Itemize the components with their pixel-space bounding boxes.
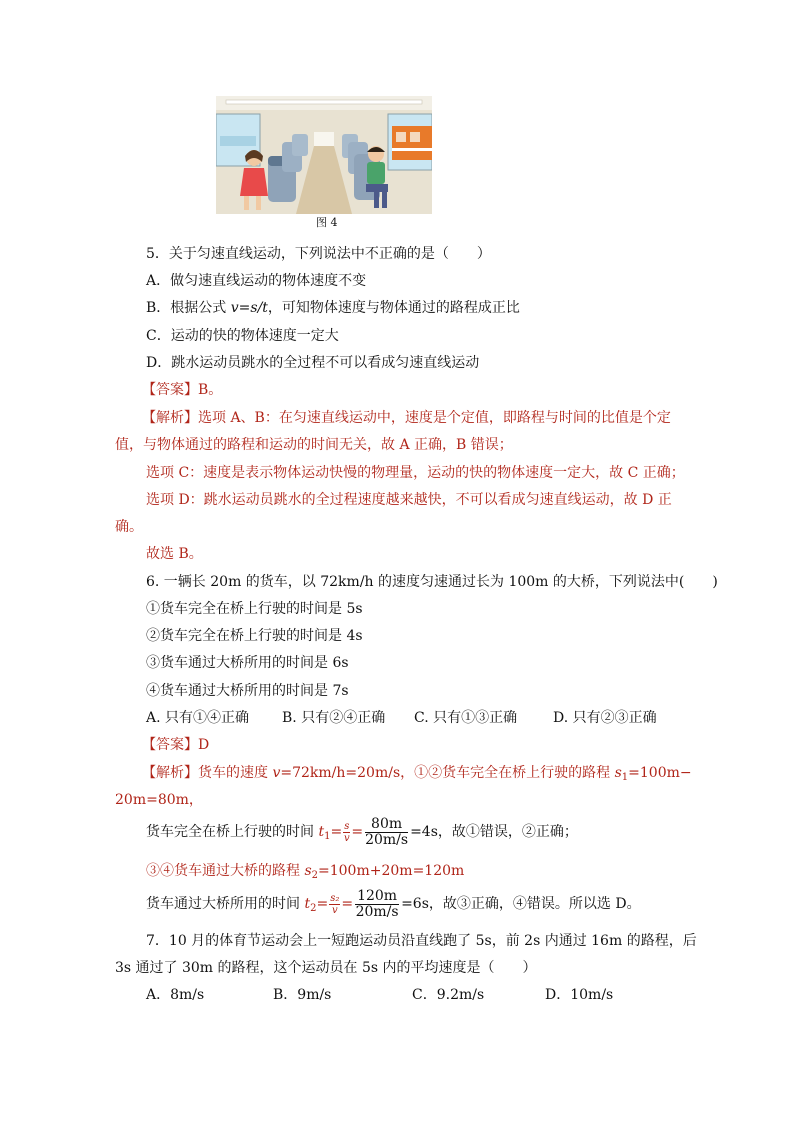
q5-stem: 5．关于匀速直线运动，下列说法中不正确的是（ ） [146,246,491,262]
q5-analysis-5: 确。 [115,519,143,535]
q6-equals: = [351,824,364,840]
q5-answer [142,380,222,400]
q6-equals: = [341,896,354,912]
fraction-numerator: 120m [357,887,398,904]
q6-var-subscript: 2 [311,870,319,881]
q6-analysis-text: =6s，故③正确，④错误。所以选 D。 [401,896,641,912]
q6-analysis-text: =100m+20m=120m [318,863,465,879]
q5-option-d: D．跳水运动员跳水的全过程不可以看成匀速直线运动 [146,355,480,371]
q6-fraction-s2-over-v [329,893,340,916]
q5-analysis-2: 值，与物体通过的路程和运动的时间无关，故 A 正确，B 错误； [115,437,513,453]
fraction-numerator: 80m [365,817,408,833]
fraction-denominator: 20m/s [355,903,399,920]
q6-var-v: v [272,765,281,781]
q5-option-b-post: ，可知物体速度与物体通过的路程成正比 [267,300,520,316]
q6-var-t: t [318,824,325,840]
q6-var-s: s [614,765,622,781]
q5-answer-tag: 【答案】 [142,382,198,398]
q7-stem-1: 7．10 月的体育节运动会上一短跑运动员沿直线跑了 5s，前 2s 内通过 16m 的路程，后 [146,933,697,949]
q5-option-a: A．做匀速直线运动的物体速度不变 [146,273,367,289]
q6-analysis-5 [146,886,641,922]
q6-answer [142,735,209,755]
q5-analysis-1 [142,408,671,428]
q6-analysis-text: =100m− [628,765,692,781]
q6-analysis-text: 货车通过大桥所用的时间 [146,896,305,912]
q6-answer-value: D [198,737,210,753]
fraction-numerator: s [344,820,350,832]
q7-stem-2: 3s 通过了 30m 的路程，这个运动员在 5s 内的平均速度是（ ） [115,960,537,976]
fraction-numerator: s₂ [330,892,340,904]
q6-fraction-s-over-v [343,821,350,844]
q5-option-b [146,298,520,318]
q6-var-subscript: 2 [310,903,317,914]
q5-option-b-pre: B．根据公式 [146,300,231,316]
q5-analysis-4: 选项 D：跳水运动员跳水的全过程速度越来越快，不可以看成匀速直线运动，故 D 正 [146,492,672,508]
q7-option-d: D．10m/s [545,987,614,1003]
q6-var-s: s [304,863,312,879]
q5-analysis-text-1: 选项 A、B：在匀速直线运动中，速度是个定值，即路程与时间的比值是个定 [198,410,671,426]
q6-option-b: B. 只有②④正确 [282,710,386,726]
q6-analysis-tag: 【解析】 [142,765,198,781]
q7-option-b: B．9m/s [273,987,332,1003]
q6-option-a: A. 只有①④正确 [146,710,250,726]
q6-fraction-120-over-20 [355,889,399,920]
q6-var-t: t [304,896,311,912]
fraction-denominator: v [343,832,350,844]
q6-equals: = [330,824,343,840]
q6-statement-3: ③货车通过大桥所用的时间是 6s [146,655,349,671]
q6-analysis-2: 20m=80m， [115,792,203,808]
q6-analysis-4 [146,861,464,886]
q6-analysis-text: =4s，故①错误，②正确； [410,824,578,840]
q6-stem: 6. 一辆长 20m 的货车，以 72km/h 的速度匀速通过长为 100m 的大桥，下列说法中( ) [146,574,718,590]
q6-option-d: D. 只有②③正确 [553,710,657,726]
fraction-denominator: 20m/s [365,831,409,848]
q6-analysis-text: 货车的速度 [198,765,273,781]
q6-answer-tag: 【答案】 [142,737,198,753]
q7-option-a: A．8m/s [146,987,205,1003]
q6-statement-4: ④货车通过大桥所用的时间是 7s [146,683,349,699]
q6-analysis-3 [146,814,578,850]
q5-conclusion: 故选 B。 [146,546,203,562]
train-scene-svg [216,96,432,214]
q5-option-c: C．运动的快的物体速度一定大 [146,328,339,344]
q6-analysis-1 [142,763,692,788]
q6-statement-2: ②货车完全在桥上行驶的时间是 4s [146,628,363,644]
q5-formula: v=s/t [230,300,268,316]
q5-analysis-3: 选项 C：速度是表示物体运动快慢的物理量，运动的快的物体速度一定大，故 C 正确； [146,465,685,481]
q6-statement-1: ①货车完全在桥上行驶的时间是 5s [146,601,363,617]
q6-analysis-text: =72km/h=20m/s，①②货车完全在桥上行驶的路程 [280,765,615,781]
q6-fraction-80-over-20 [365,817,408,848]
fraction-denominator: v [331,904,338,916]
q7-option-c: C．9.2m/s [412,987,485,1003]
q6-option-c: C. 只有①③正确 [414,710,518,726]
figure-caption: 图 4 [316,216,338,229]
q5-analysis-tag: 【解析】 [142,410,198,426]
q6-var-subscript: 1 [324,831,331,842]
q6-var-subscript: 1 [621,772,629,783]
q6-analysis-text: 货车完全在桥上行驶的时间 [146,824,319,840]
q6-equals: = [316,896,329,912]
train-interior-illustration [216,96,432,214]
q6-analysis-text: ③④货车通过大桥的路程 [146,863,305,879]
q5-answer-value: B。 [198,382,223,398]
